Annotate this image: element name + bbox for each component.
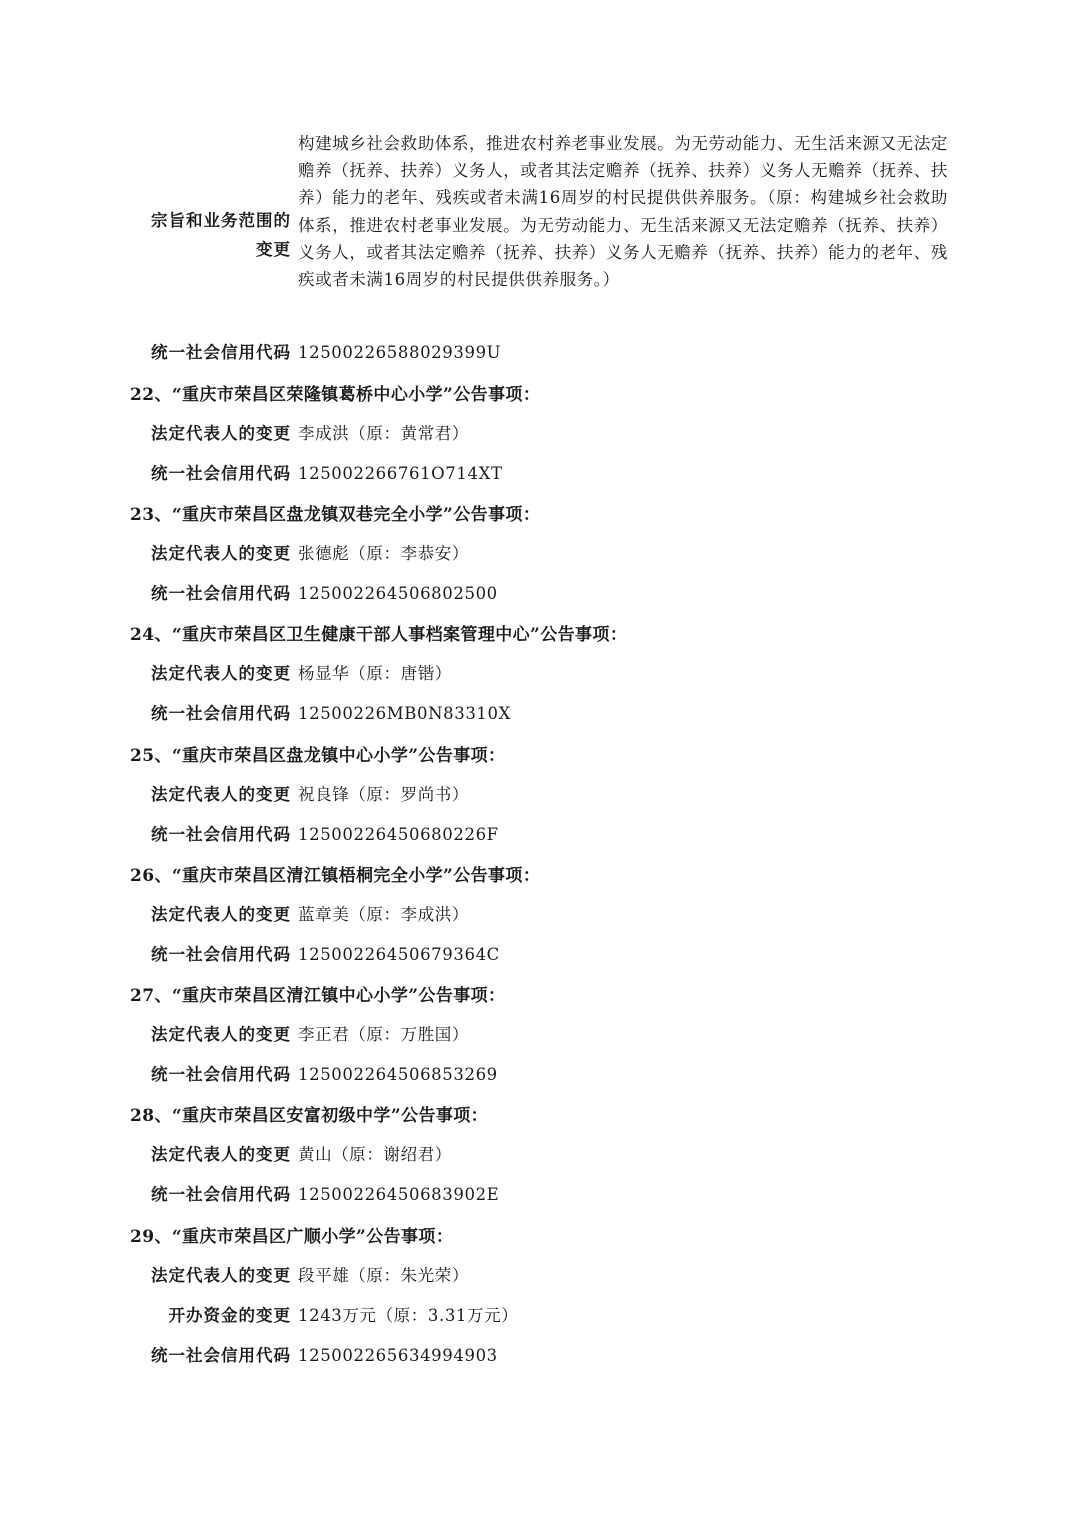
notice-heading-26: 26、“重庆市荣昌区清江镇梧桐完全小学”公告事项：: [130, 866, 541, 886]
credit-code-value: 12500226450679364C: [298, 945, 500, 964]
legal-rep-row: [134, 541, 469, 567]
credit-code-value: 12500226450683902E: [298, 1185, 500, 1204]
legal-rep-row: [134, 661, 452, 687]
legal-rep-row: [134, 782, 469, 808]
credit-code-label: 统一社会信用代码: [151, 464, 291, 483]
credit-code-row: [134, 701, 511, 727]
credit-code-value: 125002264506853269: [298, 1065, 498, 1084]
notice-heading-29: 29、“重庆市荣昌区广顺小学”公告事项：: [130, 1227, 454, 1247]
credit-code-label: 统一社会信用代码: [151, 825, 291, 844]
legal-rep-value: 李正君（原：万胜国）: [298, 1025, 469, 1044]
legal-rep-row: [134, 1022, 469, 1048]
notice-heading-25: 25、“重庆市荣昌区盘龙镇中心小学”公告事项：: [130, 746, 506, 766]
legal-rep-label: 法定代表人的变更: [151, 785, 291, 804]
credit-code-value: 12500226450680226F: [298, 825, 499, 844]
legal-rep-value: 李成洪（原：黄常君）: [298, 424, 469, 443]
legal-rep-value: 杨显华（原：唐锴）: [298, 664, 452, 683]
purpose-label-line1: 宗旨和业务范围的: [151, 211, 291, 230]
notice-heading-24: 24、“重庆市荣昌区卫生健康干部人事档案管理中心”公告事项：: [130, 625, 628, 645]
credit-code-label: 统一社会信用代码: [151, 1346, 291, 1365]
legal-rep-value: 祝良锋（原：罗尚书）: [298, 785, 469, 804]
credit-code-row: [134, 822, 499, 848]
credit-code-value: 12500226MB0N83310X: [298, 704, 511, 723]
legal-rep-label: 法定代表人的变更: [151, 905, 291, 924]
purpose-change-label: [134, 206, 291, 264]
credit-code-row: [134, 461, 503, 487]
credit-code-row: [134, 1343, 498, 1369]
legal-rep-value: 段平雄（原：朱光荣）: [298, 1266, 469, 1285]
notice-heading-27: 27、“重庆市荣昌区清江镇中心小学”公告事项：: [130, 986, 506, 1006]
credit-code-label: 统一社会信用代码: [151, 945, 291, 964]
legal-rep-label: 法定代表人的变更: [151, 544, 291, 563]
credit-code-row: [134, 581, 498, 607]
legal-rep-value: 黄山（原：谢绍君）: [298, 1145, 452, 1164]
legal-rep-row: [134, 421, 469, 447]
credit-code-value: 125002266761O714XT: [298, 464, 503, 483]
credit-code-label: 统一社会信用代码: [151, 343, 291, 362]
legal-rep-row: [134, 1142, 452, 1168]
funds-value: 1243万元（原：3.31万元）: [298, 1306, 519, 1325]
legal-rep-label: 法定代表人的变更: [151, 424, 291, 443]
legal-rep-label: 法定代表人的变更: [151, 1145, 291, 1164]
funds-label: 开办资金的变更: [168, 1306, 291, 1325]
credit-code-row: [134, 340, 501, 366]
credit-code-label: 统一社会信用代码: [151, 1065, 291, 1084]
credit-code-value: 12500226588029399U: [298, 343, 502, 362]
notice-heading-28: 28、“重庆市荣昌区安富初级中学”公告事项：: [130, 1106, 489, 1126]
legal-rep-value: 张德彪（原：李恭安）: [298, 544, 469, 563]
legal-rep-value: 蓝章美（原：李成洪）: [298, 905, 469, 924]
purpose-change-text: 构建城乡社会救助体系，推进农村养老事业发展。为无劳动能力、无生活来源又无法定赡养（抚养、扶养）义务人，或者其法定赡养（抚养、扶养）义务人无赡养（抚养、扶养）能力的老年、残疾或者未满16周岁的村民提供供养服务。（原：构建城乡社会救助体系，推进农村老事业发展。为无劳动能力、无生活来源又无法定赡养（抚养、扶养）义务人，或者其法定赡养（抚养、扶养）义务人无赡养（抚养、扶养）能力的老年、残疾或者未满16周岁的村民提供供养服务。）: [298, 134, 948, 290]
credit-code-value: 125002265634994903: [298, 1346, 498, 1365]
legal-rep-row: [134, 1263, 469, 1289]
credit-code-row: [134, 942, 500, 968]
notice-heading-22: 22、“重庆市荣昌区荣隆镇葛桥中心小学”公告事项：: [130, 385, 541, 405]
legal-rep-label: 法定代表人的变更: [151, 664, 291, 683]
legal-rep-label: 法定代表人的变更: [151, 1025, 291, 1044]
legal-rep-label: 法定代表人的变更: [151, 1266, 291, 1285]
credit-code-label: 统一社会信用代码: [151, 1185, 291, 1204]
credit-code-label: 统一社会信用代码: [151, 704, 291, 723]
credit-code-row: [134, 1182, 499, 1208]
credit-code-value: 125002264506802500: [298, 584, 498, 603]
funds-row: [134, 1303, 518, 1329]
legal-rep-row: [134, 902, 469, 928]
purpose-label-line2: 变更: [256, 240, 291, 259]
notice-heading-23: 23、“重庆市荣昌区盘龙镇双巷完全小学”公告事项：: [130, 505, 541, 525]
credit-code-row: [134, 1062, 498, 1088]
credit-code-label: 统一社会信用代码: [151, 584, 291, 603]
